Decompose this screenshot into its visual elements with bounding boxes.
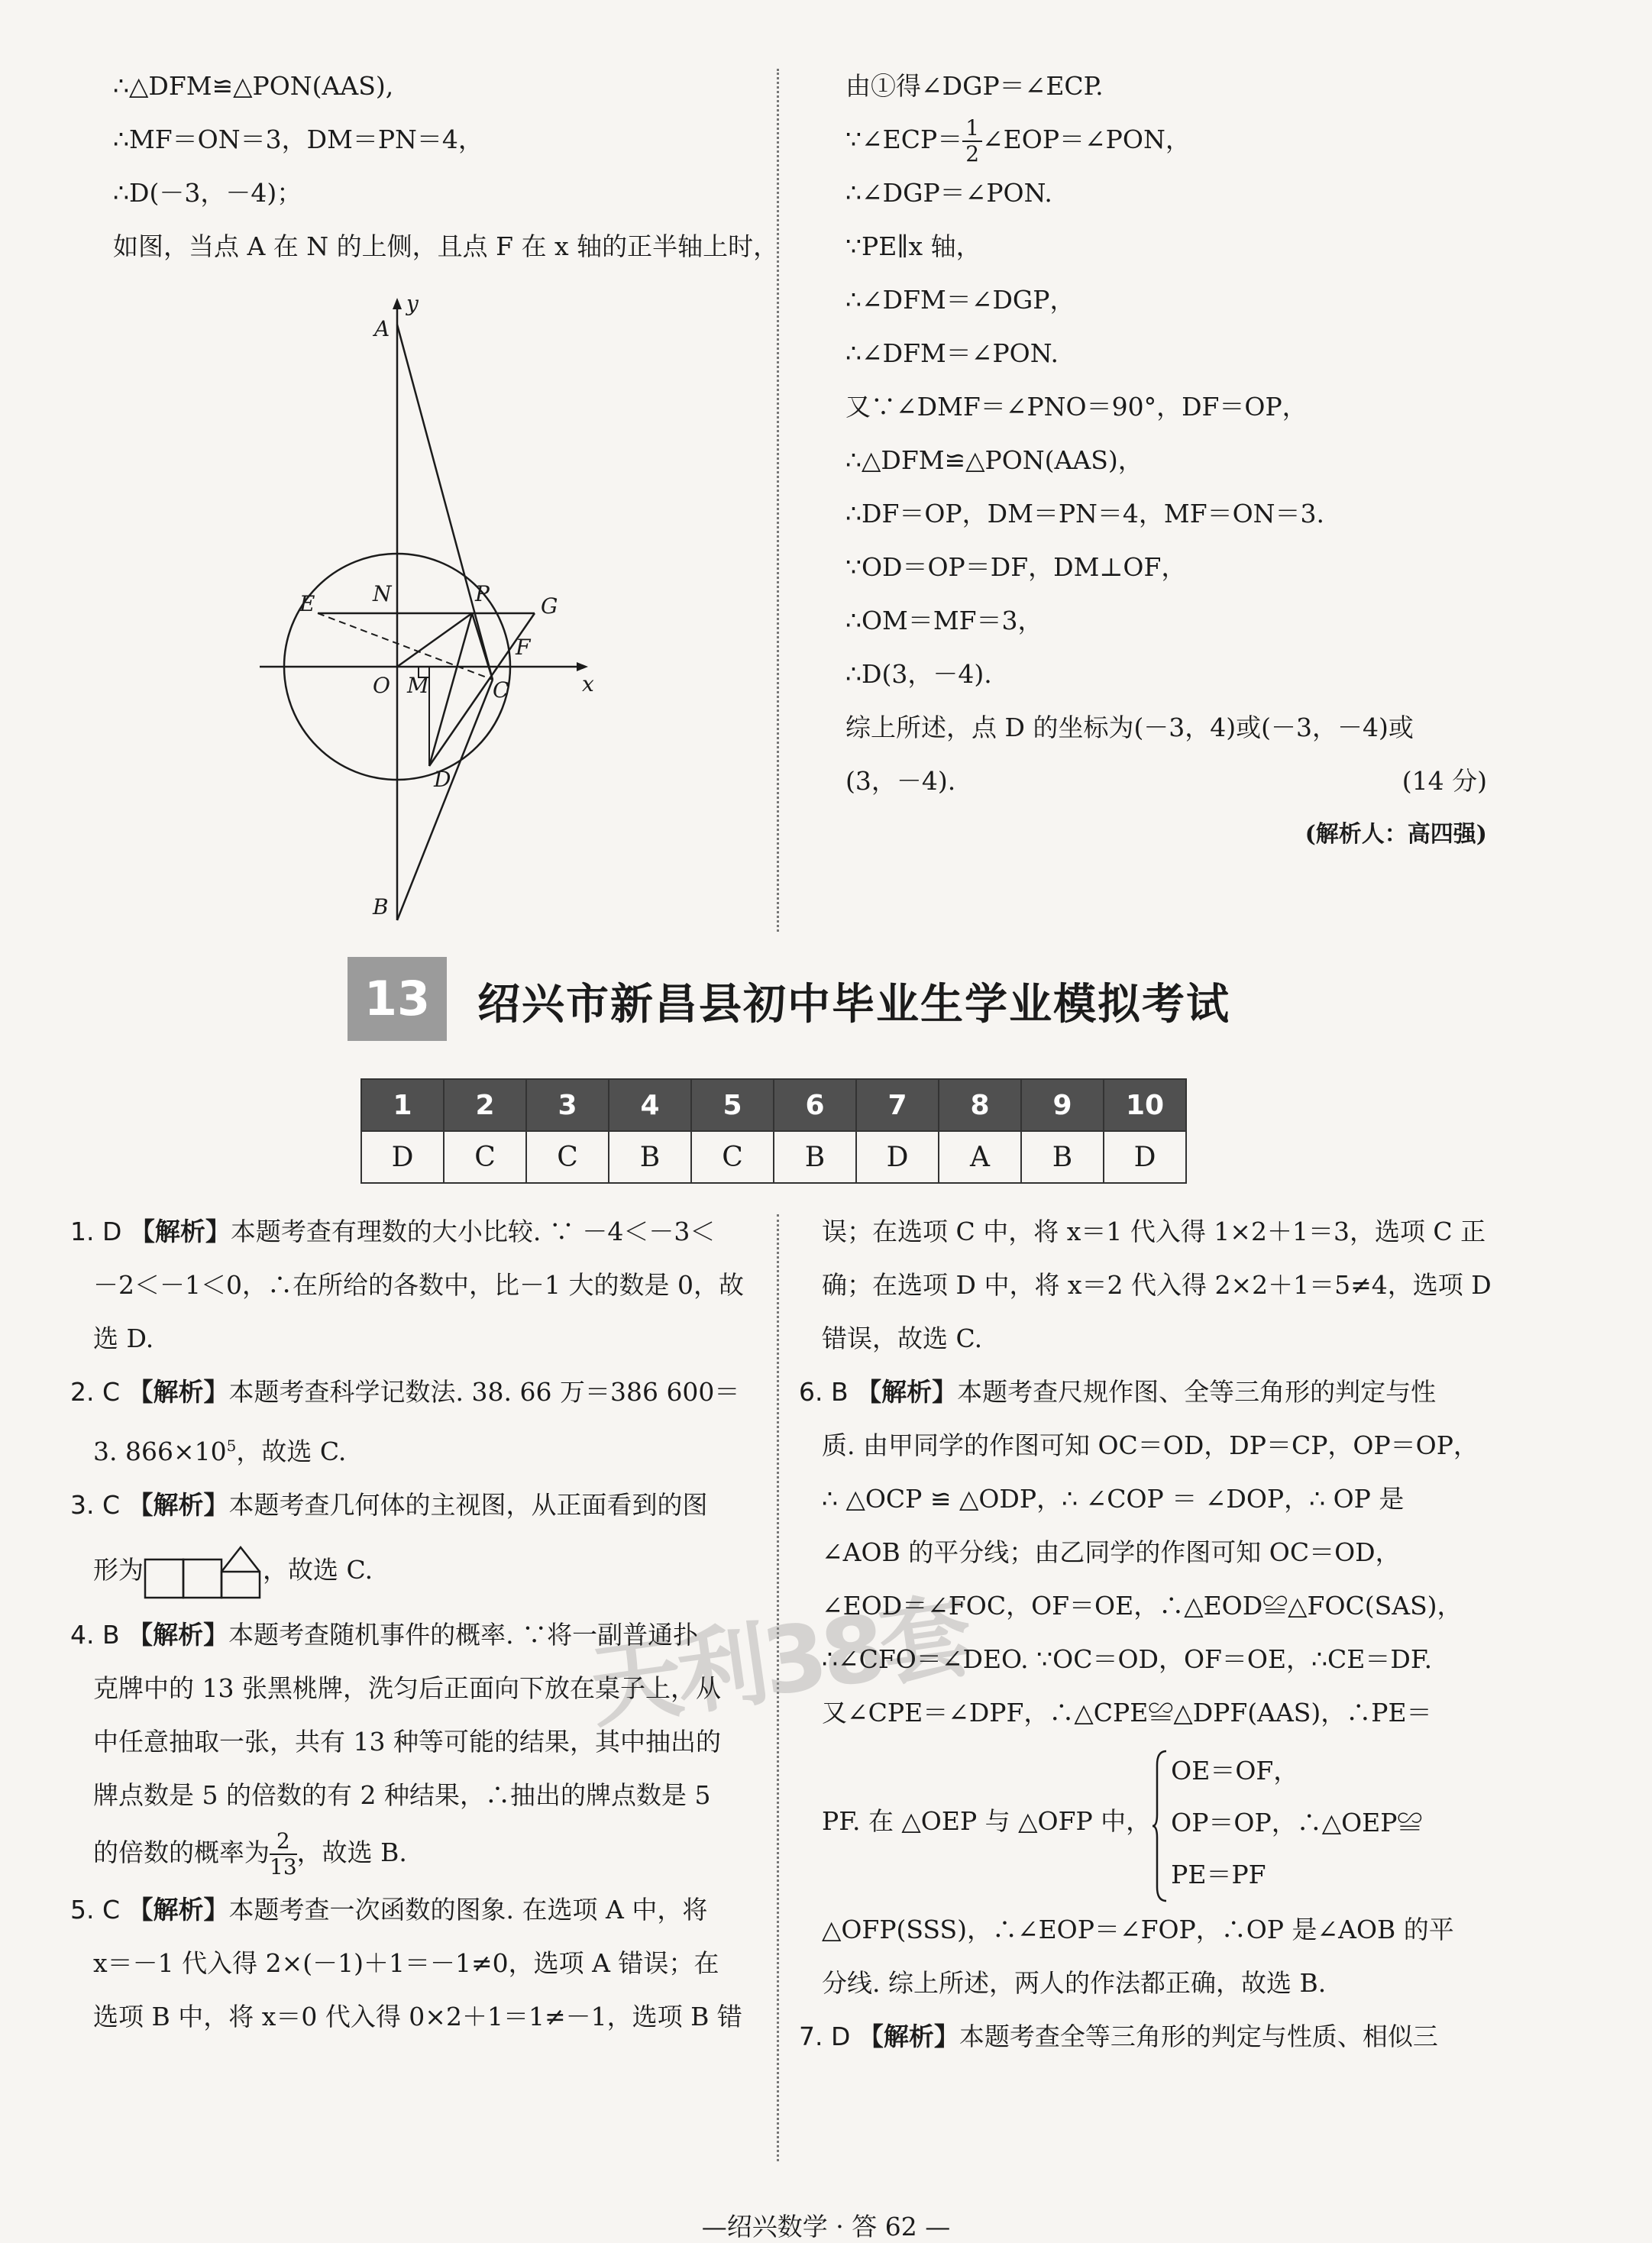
system-equation: PE＝PF [1171,1860,1266,1889]
section-title: 绍兴市新昌县初中毕业生学业模拟考试 [477,980,1230,1029]
text-line: 由①得∠DGP＝∠ECP. [845,71,1104,101]
label-o: O [373,673,390,698]
question-number: 4 [609,1079,691,1131]
equation-system [1151,1745,1422,1901]
label-f: F [516,635,531,660]
analysis-tag: 【解析】 [128,1490,229,1520]
label-a: A [374,316,390,341]
label-g: G [541,593,558,619]
label-x: x [582,671,594,696]
text-line: 又∵∠DMF＝∠PNO＝90°，DF＝OP， [845,392,1308,422]
q5-line [70,1883,765,1937]
label-m: M [407,673,429,698]
question-number: 9 [1021,1079,1104,1131]
answer-table-header-row [361,1079,1186,1131]
text-line: 又∠CPE＝∠DPF，∴△CPE≌△DPF(AAS)，∴PE＝ [822,1698,1432,1727]
y-axis-arrow [393,298,402,309]
answer-cell: D [361,1131,444,1183]
text-fragment: 本题考查科学记数法. 38. 66 万＝386 600＝ [228,1377,740,1407]
text-line: ∠AOB 的平分线；由乙同学的作图可知 OC＝OD， [822,1537,1401,1567]
page-footer: —绍兴数学 · 答 62 — [701,2212,951,2241]
fraction-denominator: 2 [965,141,980,166]
question-head: 2. C [70,1377,121,1407]
text-line: 错误，故选 C. [822,1323,983,1353]
watermark: 天利38套 [584,1582,975,1741]
text-fragment: 本题考查全等三角形的判定与性质、相似三 [959,2022,1438,2051]
equation-system-line [799,1740,1490,1903]
brace-icon [1151,1750,1168,1902]
text-fragment: ∠EOP＝∠PON， [982,124,1191,154]
section-number: 13 [348,957,447,1041]
text-fragment: 形为 [93,1555,144,1585]
text-fragment: 本题考查有理数的大小比较. ∵ －4＜－3＜ [230,1217,716,1246]
line-ec-dashed [318,613,493,680]
line-bc [397,680,493,920]
label-p: P [475,581,490,606]
question-number: 8 [939,1079,1021,1131]
text-line: 选 D. [93,1323,154,1353]
analysis-tag: 【解析】 [856,1377,958,1407]
line-pd [429,613,472,766]
text-line: 选项 B 中，将 x＝0 代入得 0×2＋1＝1≠－1，选项 B 错 [93,2002,742,2031]
text-fragment: ，故选 C. [236,1437,347,1466]
system-equation: OE＝OF， [1171,1756,1299,1786]
exponent: 5 [226,1437,237,1455]
x-axis-arrow [577,662,588,671]
text-line: 确；在选项 D 中，将 x＝2 代入得 2×2＋1＝5≠4，选项 D [822,1270,1492,1300]
question-number: 5 [691,1079,774,1131]
bottom-right-column [799,1205,1490,2064]
text-fragment: ，故选 B. [296,1837,407,1867]
text-fragment: 本题考查随机事件的概率. ∵将一副普通扑 [228,1620,699,1650]
text-fragment: (3，－4). [845,766,956,796]
text-line [845,755,1487,808]
analysis-tag: 【解析】 [129,1217,231,1246]
text-line: ∴D(3，－4). [845,659,992,689]
question-number: 2 [444,1079,526,1131]
text-line: ∴D(－3，－4)； [113,178,302,208]
text-line: 中任意抽取一张，共有 13 种等可能的结果，其中抽出的 [93,1727,721,1757]
front-view-diagram [144,1544,263,1599]
question-number: 3 [526,1079,609,1131]
q3-line [70,1479,765,1532]
column-divider-top [777,69,779,932]
question-number: 10 [1104,1079,1186,1131]
question-head: 3. C [70,1490,121,1520]
fraction-denominator: 13 [270,1854,297,1879]
label-c: C [493,677,509,703]
bottom-left-column [70,1205,765,2044]
text-line: 牌点数是 5 的倍数的有 2 种结果，∴抽出的牌点数是 5 [93,1780,711,1810]
text-line: ∵PE∥x 轴， [845,231,981,261]
text-line: ∴OM＝MF＝3， [845,606,1043,635]
analysis-tag: 【解析】 [128,1620,229,1650]
fraction-numerator: 1 [962,116,982,142]
answer-cell: A [939,1131,1021,1183]
text-line [70,1419,765,1479]
analysis-tag: 【解析】 [858,2022,959,2051]
answer-table-answer-row [361,1131,1186,1183]
answer-cell: B [609,1131,691,1183]
q7-line [799,2010,1490,2064]
text-line: 综上所述，点 D 的坐标为(－3，4)或(－3，－4)或 [845,713,1414,742]
label-d: D [434,767,451,792]
question-head: 7. D [799,2022,851,2051]
q6-line [799,1366,1490,1419]
label-b: B [373,894,389,920]
because-symbol: ∵ [845,124,862,154]
text-fragment: 3. 866×10 [93,1437,227,1466]
analysis-tag: 【解析】 [128,1895,229,1925]
question-head: 1. D [70,1217,122,1246]
system-equation: OP＝OP，∴△OEP≌ [1171,1808,1423,1837]
text-fragment: 本题考查一次函数的图象. 在选项 A 中，将 [228,1895,708,1925]
text-line: 分线. 综上所述，两人的作法都正确，故选 B. [822,1968,1327,1998]
text-fragment: PF. 在 △OEP 与 △OFP 中， [822,1806,1152,1836]
text-line: ∵OD＝OP＝DF，DM⊥OF， [845,552,1187,582]
text-line: △OFP(SSS)，∴∠EOP＝∠FOP，∴OP 是∠AOB 的平 [822,1915,1454,1944]
text-line: ∴MF＝ON＝3，DM＝PN＝4， [113,124,483,154]
q1-line [70,1205,765,1259]
text-line: －2＜－1＜0，∴在所给的各数中，比－1 大的数是 0，故 [93,1270,744,1300]
text-line: 克牌中的 13 张黑桃牌，洗匀后正面向下放在桌子上，从 [93,1673,721,1703]
q2-line [70,1366,765,1419]
analysis-tag: 【解析】 [128,1377,229,1407]
answer-cell: D [1104,1131,1186,1183]
q4-line [70,1608,765,1662]
top-right-column [845,60,1487,861]
text-line: ∴△DFM≌△PON(AAS), [113,71,394,101]
text-line: 如图，当点 A 在 N 的上侧，且点 F 在 x 轴的正半轴上时， [113,231,779,261]
answer-cell: C [526,1131,609,1183]
answer-cell: B [1021,1131,1104,1183]
text-line: ∴∠DFM＝∠DGP， [845,285,1075,315]
label-n: N [373,581,392,606]
text-line: ∴∠DFM＝∠PON. [845,338,1059,368]
text-line: 误；在选项 C 中，将 x＝1 代入得 1×2＋1＝3，选项 C 正 [822,1217,1486,1246]
answer-cell: D [856,1131,939,1183]
analyst-credit: (解析人：高四强) [1304,821,1487,848]
answer-cell: C [444,1131,526,1183]
question-number: 7 [856,1079,939,1131]
text-line [70,1532,765,1608]
text-line: ∴∠CFO＝∠DEO. ∵OC＝OD，OF＝OE，∴CE＝DF. [822,1644,1433,1674]
fraction-half [962,116,982,166]
text-fragment: ，故选 C. [263,1555,373,1585]
text-fragment: 本题考查几何体的主视图，从正面看到的图 [228,1490,708,1520]
answer-cell: B [774,1131,856,1183]
geometry-figure [260,294,596,928]
fraction-numerator: 2 [270,1829,297,1855]
text-fragment: 的倍数的概率为 [93,1837,270,1867]
answer-cell: C [691,1131,774,1183]
question-head: 6. B [799,1377,849,1407]
text-line: ∴∠DGP＝∠PON. [845,178,1052,208]
question-number: 6 [774,1079,856,1131]
answer-table [360,1078,1187,1184]
question-number: 1 [361,1079,444,1131]
text-line: ∴DF＝OP，DM＝PN＝4，MF＝ON＝3. [845,499,1325,528]
question-head: 5. C [70,1895,121,1925]
label-y: y [406,294,419,316]
score: (14 分) [1401,766,1487,796]
text-fragment: ∠ECP＝ [862,124,963,154]
text-line: ∠EOD＝∠FOC，OF＝OE，∴△EOD≌△FOC(SAS)， [822,1591,1463,1621]
label-e: E [299,591,315,616]
text-line: x＝－1 代入得 2×(－1)＋1＝－1≠0，选项 A 错误；在 [93,1948,719,1978]
fraction-probability [270,1829,297,1879]
text-line [70,1822,765,1883]
line-op [397,613,472,667]
text-line [845,113,1487,166]
text-line: 质. 由甲同学的作图可知 OC＝OD，DP＝CP，OP＝OP， [822,1430,1479,1460]
text-fragment: 本题考查尺规作图、全等三角形的判定与性 [957,1377,1437,1407]
top-left-column [113,60,779,273]
text-line: ∴ △OCP ≌ △ODP，∴ ∠COP ＝ ∠DOP，∴ OP 是 [822,1484,1405,1514]
question-head: 4. B [70,1620,120,1650]
text-line: ∴△DFM≌△PON(AAS)， [845,445,1143,475]
line-pc [472,613,493,680]
line-ac [397,325,493,680]
